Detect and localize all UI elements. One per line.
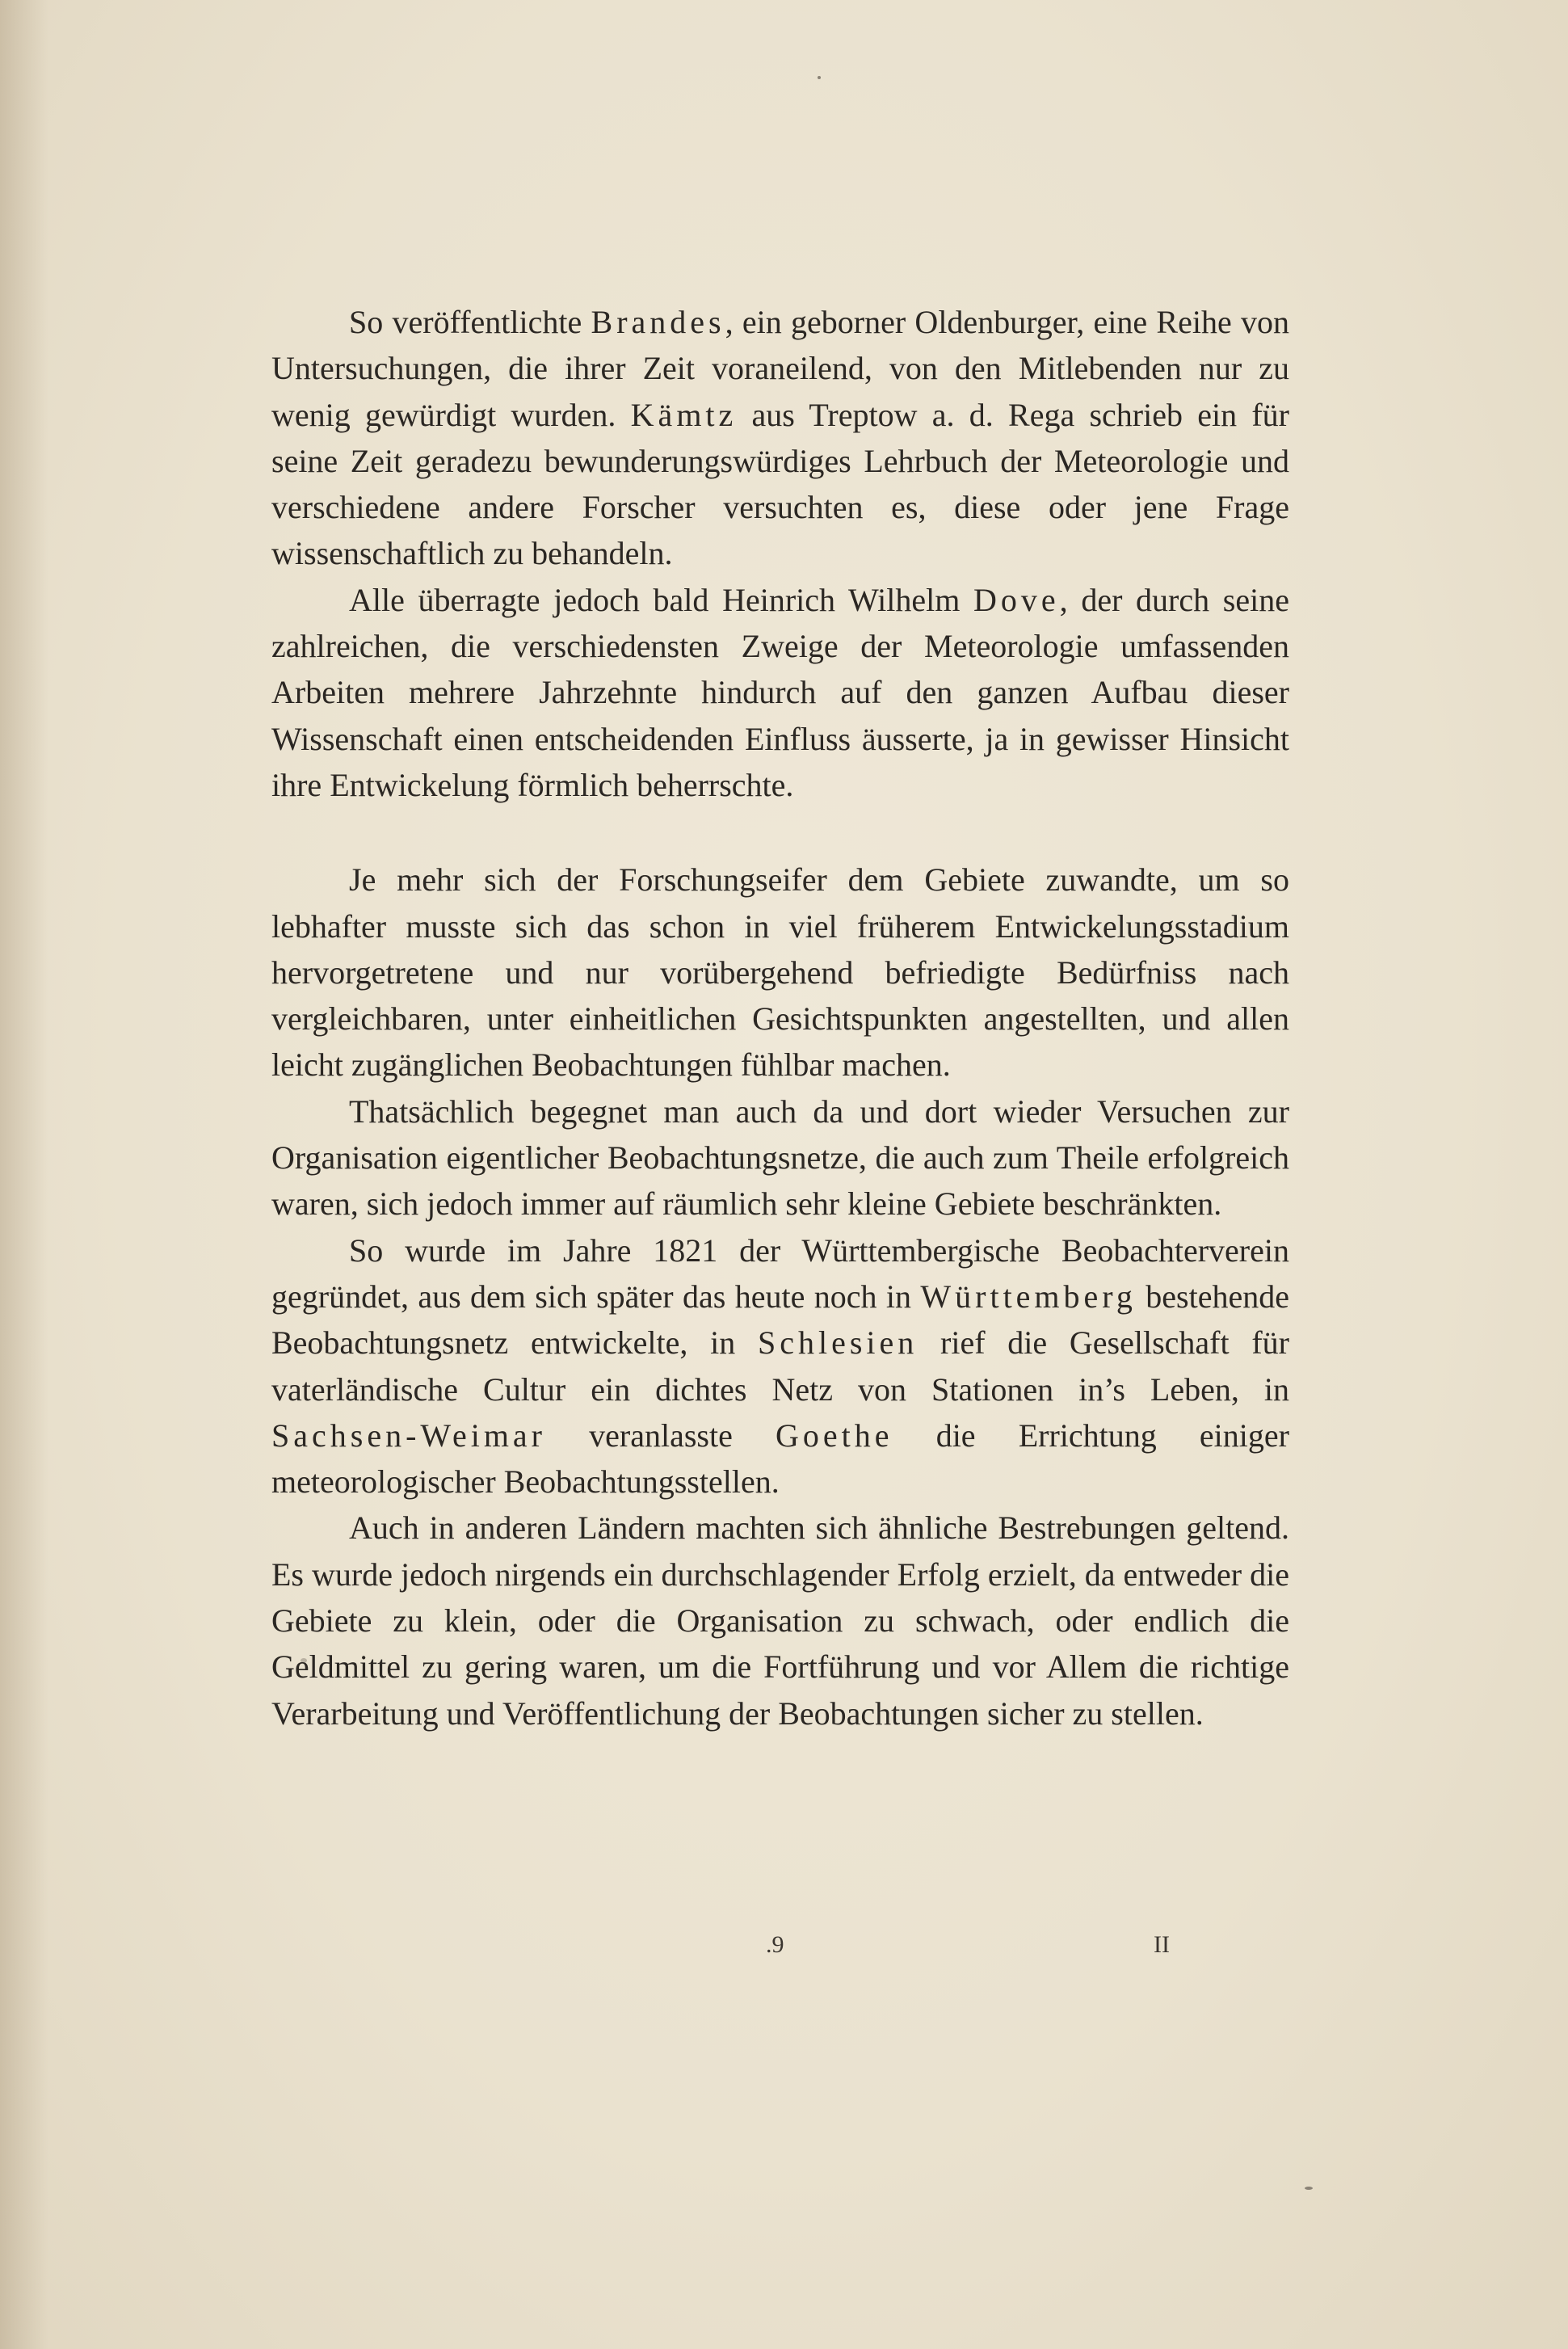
paragraph — [271, 857, 1289, 1088]
spaced-name: Sachsen-Weimar — [271, 1417, 546, 1454]
paragraph — [271, 1088, 1289, 1227]
spaced-name: Goethe — [776, 1417, 893, 1454]
dust-speck — [1305, 2187, 1313, 2190]
spaced-name: Kämtz — [630, 396, 738, 433]
paragraph — [271, 299, 1289, 577]
body-text — [271, 299, 1289, 1736]
spaced-name: Schlesien — [757, 1324, 919, 1362]
text-run: Je mehr sich der Forschungseifer dem Gebiete zuwandte, um so lebhafter musste sich das schon in viel früherem Entwickelungsstadium hervorgetretene und nur vorübergehend befriedigte Bedürfniss nach vergleichbaren, unter einheitlichen Gesichtspunkten angestellten, und allen leicht zugänglichen Beobachtungen fühlbar machen. — [271, 861, 1289, 1084]
text-run: Auch in anderen Ländern machten sich ähnliche Bestrebungen geltend. Es wurde jedoch nirgends ein durchschlagender Erfolg erzielt, da entweder die Gebiete zu klein, oder die Organisation zu schwach, oder endlich die Geldmittel zu gering waren, um die Fortführung und vor Allem die richtige Verarbeitung und Veröffentlichung der Beobachtungen sicher zu stellen. — [271, 1509, 1289, 1732]
text-run: die Errichtung einiger meteorologischer Beobachtungsstellen. — [271, 1417, 1289, 1501]
paragraph — [271, 577, 1289, 808]
text-run: Thatsächlich begegnet man auch da und dort wieder Versuchen zur Organisation eigentlicher Beobachtungsnetze, die auch zum Theile erfolgreich waren, sich jedoch immer auf räumlich sehr kleine Gebiete beschränkten. — [271, 1092, 1289, 1223]
spaced-name: Brandes — [591, 304, 725, 340]
text-run: aus Treptow a. d. Rega schrieb ein für seine Zeit geradezu bewunderungswürdiges Lehrbuch der Meteorologie und verschiedene andere Forscher versuchten es, diese oder jene Frage wissenschaftlich zu behandeln. — [271, 396, 1289, 572]
spaced-name: Dove — [973, 581, 1060, 618]
paragraph — [271, 1505, 1289, 1736]
text-run: , der durch seine zahlreichen, die verschiedensten Zweige der Meteorologie umfassenden Arbeiten mehrere Jahrzehnte hindurch auf den ganzen Aufbau dieser Wissenschaft einen entscheidenden Einfluss äusserte, ja in gewisser Hinsicht ihre Entwickelung förmlich beherrschte. — [271, 581, 1289, 803]
dust-speck — [818, 76, 821, 79]
text-run: rief die Gesellschaft für vaterländische Cultur ein dichtes Netz von Stationen in’s Leben, in — [271, 1324, 1289, 1408]
text-run: bestehende Beobachtungsnetz entwickelte, in — [271, 1278, 1289, 1362]
text-run: veranlasste — [546, 1417, 776, 1454]
spaced-name: Württemberg — [920, 1278, 1137, 1315]
text-run: Alle überragte jedoch bald Heinrich Wilhelm — [349, 581, 973, 618]
page-footer — [0, 1931, 1568, 1964]
signature-mark: .9 — [766, 1931, 784, 1958]
text-run: So veröffentlichte — [349, 304, 591, 340]
text-run: So wurde im Jahre 1821 der Württembergische Beobachterverein gegründet, aus dem sich später das heute noch in — [271, 1231, 1289, 1315]
page-edge-shadow — [0, 0, 48, 2349]
paragraph — [271, 1227, 1289, 1505]
text-run: , ein geborner Oldenburger, eine Reihe von Untersuchungen, die ihrer Zeit voraneilend, von den Mitlebenden nur zu wenig gewürdigt wurden. — [271, 304, 1290, 433]
page-number: II — [1154, 1931, 1170, 1958]
